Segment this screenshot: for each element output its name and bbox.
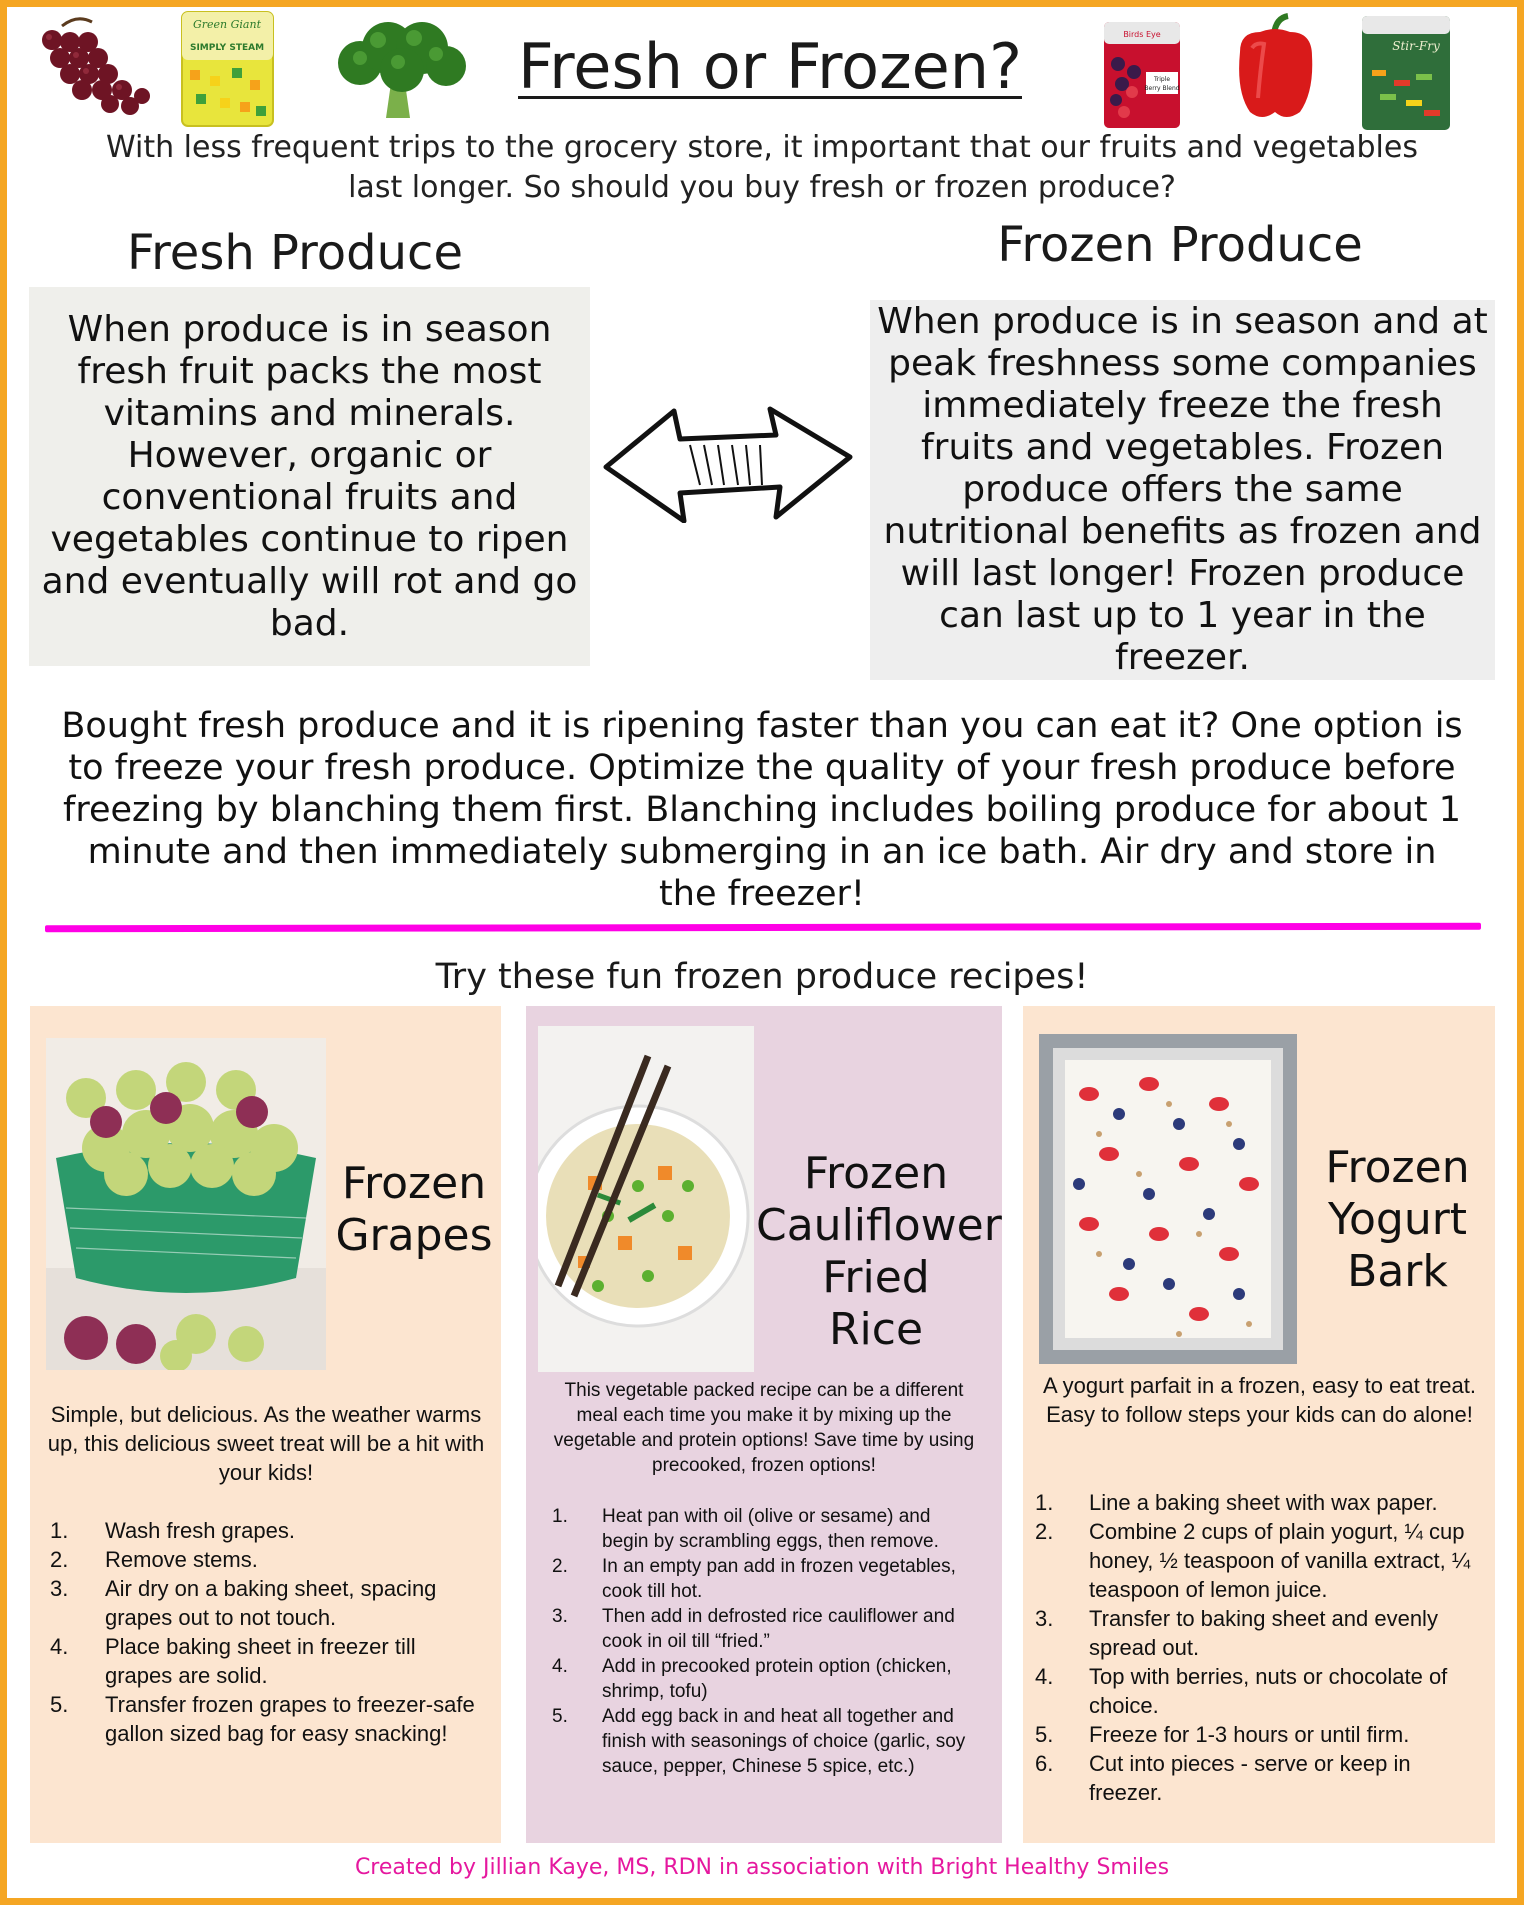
list-item: 2. Combine 2 cups of plain yogurt, ¼ cup honey, ½ teaspoon of vanilla extract, ¼ teaspoon of lemon juice. (1035, 1519, 1471, 1602)
recipe-description-yogurt-bark: A yogurt parfait in a frozen, easy to eat treat. Easy to follow steps your kids can do alone! (1043, 1373, 1476, 1427)
berry-blend-bag-image (1102, 20, 1182, 130)
frozen-panel (870, 300, 1495, 680)
list-item: 5. Freeze for 1-3 hours or until firm. (1035, 1722, 1410, 1747)
list-item: 1. Wash fresh grapes. (50, 1518, 295, 1543)
svg-text:SIMPLY STEAM: SIMPLY STEAM (189, 43, 265, 53)
fresh-panel (29, 287, 590, 666)
fresh-text: When produce is in season fresh fruit packs the most vitamins and minerals. However, organic or conventional fruits and vegetables continue to ripen and eventually will rot and go bad. (41, 308, 578, 644)
red-pepper-image (1230, 12, 1320, 124)
footer-credit: Created by Jillian Kaye, MS, RDN in association with Bright Healthy Smiles (354, 1855, 1170, 1880)
broccoli-image (330, 18, 470, 120)
list-item: 5. Add egg back in and heat all together and finish with seasonings of choice (garlic, soy sauce, pepper, Chinese 5 spice, etc.) (552, 1706, 966, 1777)
stir-fry-bag-image (1360, 14, 1452, 132)
frozen-yogurt-bark-photo (1039, 1034, 1297, 1364)
page-title: Fresh or Frozen? (518, 30, 1022, 103)
grapes-image (22, 12, 157, 120)
svg-text:Triple: Triple (1153, 76, 1171, 83)
recipe-steps-grapes (50, 1516, 480, 1748)
recipe-card-fried-rice (526, 1006, 1002, 1843)
freezing-tip-text: Bought fresh produce and it is ripening faster than you can eat it? One option is to freeze your fresh produce. Optimize the quality of your fresh produce before freezing by blanching them first. Blanching includes boiling produce for about 1 minute and then immediately submerging in an ice bath. Air dry and store in the freezer! (61, 706, 1463, 914)
svg-text:Green Giant: Green Giant (192, 18, 262, 31)
recipes-heading: Try these fun frozen produce recipes! (435, 957, 1089, 997)
frozen-text: When produce is in season and at peak freshness some companies immediately freeze the fresh fruits and vegetables. Frozen produce offers the same nutritional benefits as frozen and will last longer! Frozen produce can last up to 1 year in the freezer. (877, 301, 1488, 678)
recipe-title-yogurt-bark: Frozen Yogurt Bark (1325, 1142, 1470, 1297)
list-item: 3. Transfer to baking sheet and evenly spread out. (1035, 1606, 1438, 1660)
list-item: 2. In an empty pan add in frozen vegetables, cook till hot. (552, 1556, 956, 1602)
svg-text:Berry Blend: Berry Blend (1144, 85, 1180, 92)
list-item: 6. Cut into pieces - serve or keep in freezer. (1035, 1751, 1411, 1805)
list-item: 1. Line a baking sheet with wax paper. (1035, 1490, 1438, 1515)
list-item: 5. Transfer frozen grapes to freezer-safe gallon sized bag for easy snacking! (50, 1692, 475, 1746)
recipe-steps-yogurt-bark (1035, 1488, 1485, 1807)
frozen-heading: Frozen Produce (997, 217, 1363, 273)
recipe-card-yogurt-bark (1023, 1006, 1495, 1843)
list-item: 3. Then add in defrosted rice cauliflower and cook in oil till “fried.” (552, 1606, 955, 1652)
list-item: 2. Remove stems. (50, 1547, 258, 1572)
list-item: 4. Top with berries, nuts or chocolate of choice. (1035, 1664, 1448, 1718)
recipe-description-fried-rice: This vegetable packed recipe can be a different meal each time you make it by mixing up the vegetable and protein options! Save time by using precooked, frozen options! (553, 1380, 975, 1476)
double-arrow-icon (600, 405, 856, 523)
list-item: 4. Place baking sheet in freezer till grapes are solid. (50, 1634, 416, 1688)
recipe-card-grapes (30, 1006, 501, 1843)
list-item: 3. Air dry on a baking sheet, spacing grapes out to not touch. (50, 1576, 437, 1630)
frozen-grapes-photo (46, 1038, 326, 1370)
fresh-heading: Fresh Produce (127, 225, 463, 281)
svg-text:Birds Eye: Birds Eye (1123, 30, 1161, 39)
intro-text: With less frequent trips to the grocery store, it important that our fruits and vegetables last longer. So should you buy fresh or frozen produce? (106, 130, 1418, 205)
recipe-steps-fried-rice (552, 1504, 982, 1779)
svg-text:Stir-Fry: Stir-Fry (1392, 39, 1440, 53)
recipe-title-fried-rice: Frozen Cauliflower Fried Rice (756, 1148, 1002, 1355)
list-item: 4. Add in precooked protein option (chicken, shrimp, tofu) (552, 1656, 952, 1702)
list-item: 1. Heat pan with oil (olive or sesame) and begin by scrambling eggs, then remove. (552, 1506, 939, 1552)
recipe-description-grapes: Simple, but delicious. As the weather warms up, this delicious sweet treat will be a hit with your kids! (47, 1402, 485, 1485)
mixed-vegetables-bag-image (180, 10, 275, 128)
recipe-title-grapes: Frozen Grapes (335, 1158, 493, 1261)
cauliflower-fried-rice-photo (538, 1026, 754, 1372)
